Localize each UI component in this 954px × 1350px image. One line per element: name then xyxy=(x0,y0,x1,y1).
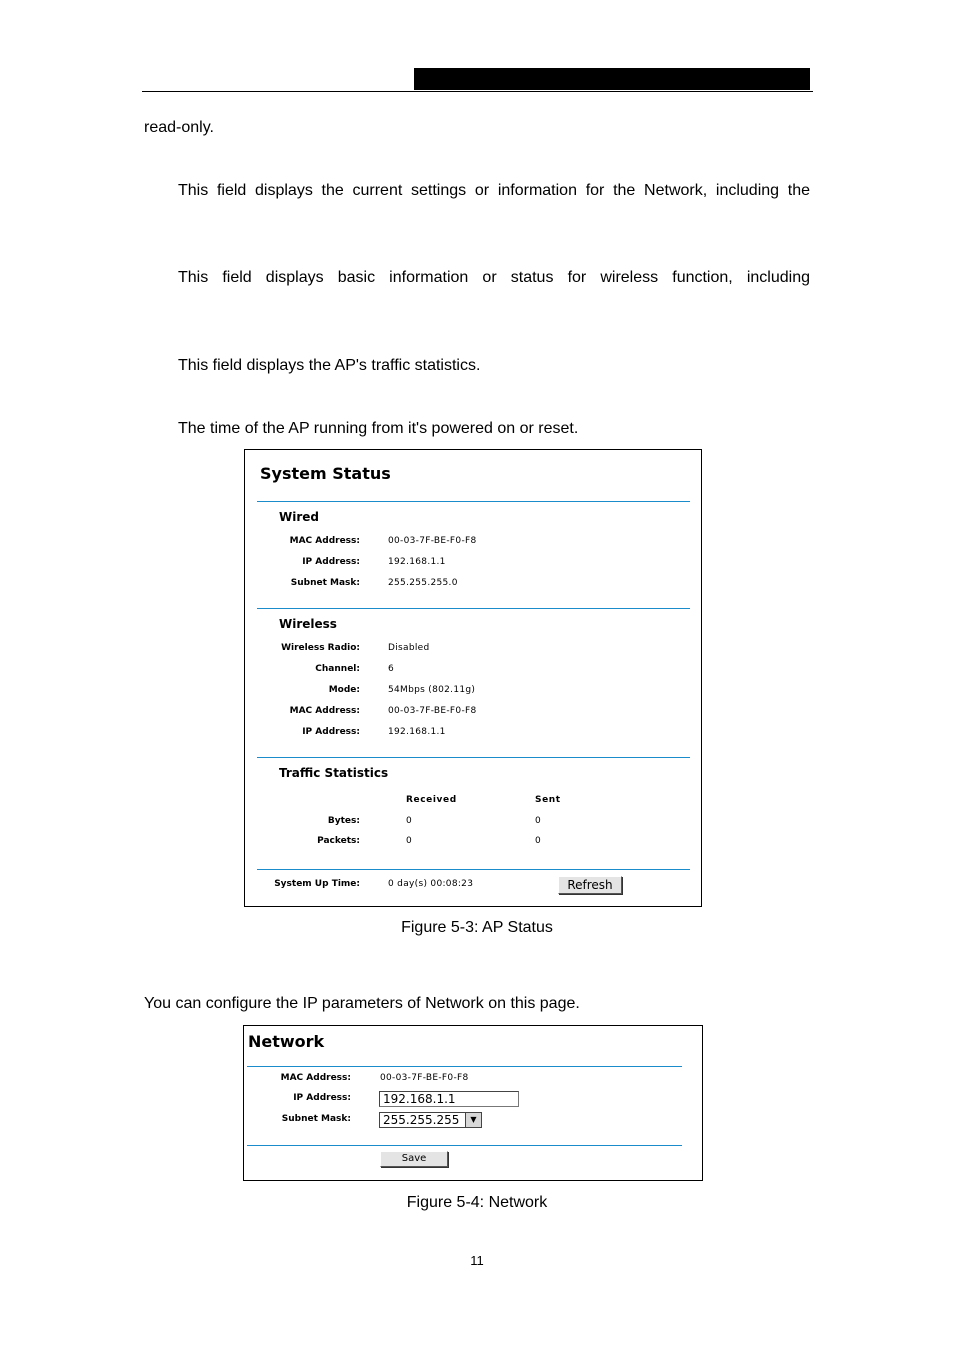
divider xyxy=(257,757,690,758)
divider xyxy=(257,608,690,609)
column-received: Received xyxy=(406,795,457,805)
value-mac: 00-03-7F-BE-F0-F8 xyxy=(388,536,477,546)
header-bar xyxy=(414,68,810,90)
label-mac: MAC Address: xyxy=(289,536,360,546)
column-sent: Sent xyxy=(535,795,561,805)
label-uptime: System Up Time: xyxy=(274,879,360,889)
value-packets-received: 0 xyxy=(406,836,413,846)
panel-title: Network xyxy=(248,1032,325,1051)
refresh-button[interactable]: Refresh xyxy=(558,876,622,894)
value-ip: 192.168.1.1 xyxy=(388,557,446,567)
value-channel: 6 xyxy=(388,664,395,674)
header-rule xyxy=(142,91,813,92)
panel-title: System Status xyxy=(260,464,391,483)
divider xyxy=(257,869,690,870)
label-radio: Wireless Radio: xyxy=(281,643,360,653)
paragraph-network-info: This field displays the current settings or information for the Network, including the xyxy=(178,182,810,199)
figure-caption: Figure 5-3: AP Status xyxy=(401,919,553,936)
label-mask: Subnet Mask: xyxy=(281,1114,351,1124)
label-mask: Subnet Mask: xyxy=(290,578,360,588)
divider xyxy=(247,1066,682,1067)
label-packets: Packets: xyxy=(317,836,360,846)
label-mac: MAC Address: xyxy=(280,1073,351,1083)
label-ip: IP Address: xyxy=(293,1093,351,1103)
value-uptime: 0 day(s) 00:08:23 xyxy=(388,879,474,889)
label-mode: Mode: xyxy=(328,685,360,695)
value-packets-sent: 0 xyxy=(535,836,542,846)
paragraph-wireless-info: This field displays basic information or status for wireless function, including xyxy=(178,269,810,286)
network-panel xyxy=(243,1025,703,1181)
section-traffic: Traffic Statistics xyxy=(279,766,389,780)
value-bytes-received: 0 xyxy=(406,816,413,826)
value-radio: Disabled xyxy=(388,643,430,653)
paragraph-traffic-info: This field displays the AP's traffic statistics. xyxy=(178,357,481,374)
value-wireless-mac: 00-03-7F-BE-F0-F8 xyxy=(388,706,477,716)
value-mac: 00-03-7F-BE-F0-F8 xyxy=(380,1073,469,1083)
figure-caption: Figure 5-4: Network xyxy=(406,1194,548,1211)
divider xyxy=(257,501,690,502)
value-mode: 54Mbps (802.11g) xyxy=(388,685,476,695)
page-number: 11 xyxy=(470,1253,484,1268)
label-wireless-mac: MAC Address: xyxy=(289,706,360,716)
value-mask: 255.255.255.0 xyxy=(388,578,458,588)
label-wireless-ip: IP Address: xyxy=(302,727,360,737)
system-status-panel xyxy=(244,449,702,907)
section-wireless: Wireless xyxy=(279,617,337,631)
paragraph-network-config: You can configure the IP parameters of Network on this page. xyxy=(144,995,580,1012)
paragraph-uptime-info: The time of the AP running from it's powered on or reset. xyxy=(178,420,579,437)
ip-address-input[interactable]: 192.168.1.1 xyxy=(379,1091,519,1107)
value-bytes-sent: 0 xyxy=(535,816,542,826)
divider xyxy=(247,1145,682,1146)
label-channel: Channel: xyxy=(315,664,360,674)
value-wireless-ip: 192.168.1.1 xyxy=(388,727,446,737)
paragraph-read-only: read-only. xyxy=(144,119,214,136)
section-wired: Wired xyxy=(279,510,319,524)
save-button[interactable]: Save xyxy=(380,1151,448,1167)
subnet-mask-value: 255.255.255 xyxy=(383,1113,460,1127)
label-bytes: Bytes: xyxy=(327,816,360,826)
subnet-mask-select[interactable] xyxy=(379,1112,482,1128)
chevron-down-icon[interactable]: ▼ xyxy=(465,1113,481,1127)
label-ip: IP Address: xyxy=(302,557,360,567)
